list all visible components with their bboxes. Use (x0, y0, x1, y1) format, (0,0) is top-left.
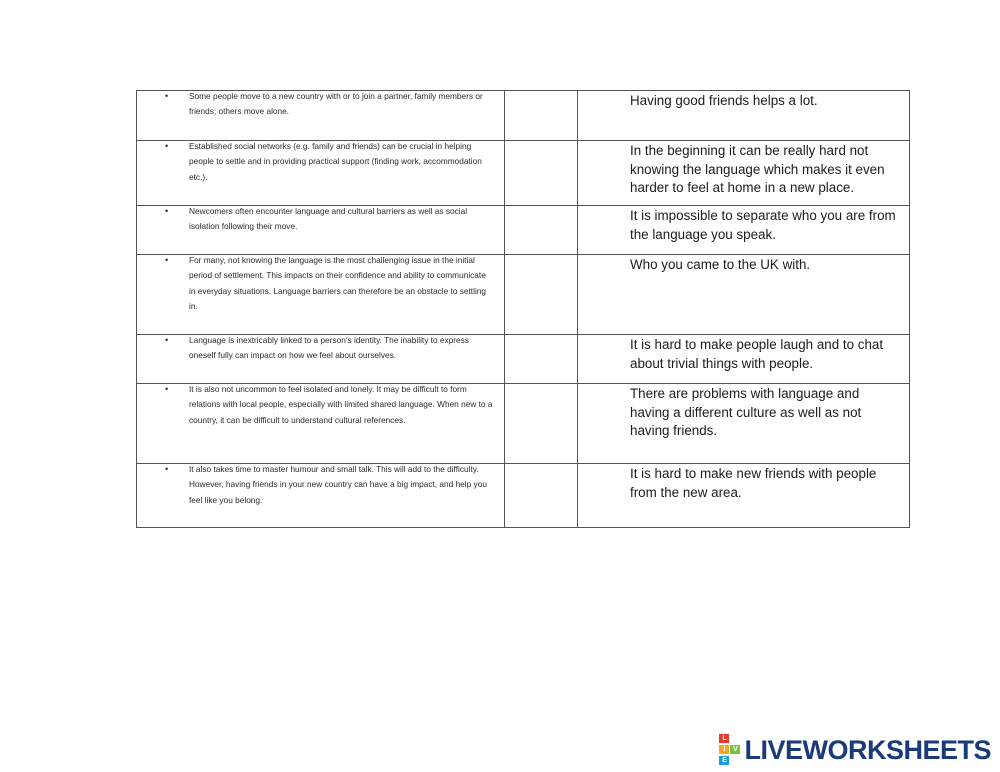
drop-zone[interactable] (505, 206, 578, 255)
statement-cell (137, 141, 505, 206)
statement-text: Newcomers often encounter language and cultural barriers as well as social isolation following their move. (189, 206, 468, 232)
answer-cell[interactable] (578, 255, 910, 335)
answer-text[interactable]: It is hard to make people laugh and to chat about trivial things with people. (630, 337, 884, 371)
statement-text: It is also not uncommon to feel isolated and lonely. It may be difficult to form relations with local people, especially with limited shared language. When new to a country, it can be difficult to understand cultural references. (189, 384, 493, 425)
logo-block: I (719, 745, 729, 754)
logo-block: E (719, 756, 729, 765)
logo-block: V (730, 745, 740, 754)
table-row (137, 464, 910, 528)
drop-zone[interactable] (505, 141, 578, 206)
answer-cell[interactable] (578, 335, 910, 384)
table-row (137, 206, 910, 255)
drop-zone[interactable] (505, 384, 578, 464)
answer-text[interactable]: There are problems with language and having a different culture as well as not having friends. (630, 386, 862, 439)
statement-text: It also takes time to master humour and small talk. This will add to the difficulty. However, having friends in your new country can have a big impact, and help you feel like you belong. (189, 464, 487, 505)
answer-cell[interactable] (578, 384, 910, 464)
bullet-icon: • (165, 384, 169, 394)
answer-text[interactable]: It is hard to make new friends with people from the new area. (630, 466, 877, 500)
table-row (137, 335, 910, 384)
drop-zone[interactable] (505, 255, 578, 335)
answer-cell[interactable] (578, 206, 910, 255)
answer-text[interactable]: It is impossible to separate who you are from the language you speak. (630, 208, 896, 242)
bullet-icon: • (165, 206, 169, 216)
statement-cell (137, 255, 505, 335)
logo-wordmark: LIVEWORKSHEETS (744, 734, 991, 765)
drop-zone[interactable] (505, 91, 578, 141)
answer-cell[interactable] (578, 464, 910, 528)
liveworksheets-logo (719, 735, 991, 765)
table-row (137, 91, 910, 141)
bullet-icon: • (165, 335, 169, 345)
statement-cell (137, 206, 505, 255)
table-row (137, 255, 910, 335)
statement-cell (137, 335, 505, 384)
logo-block: L (719, 734, 729, 743)
statement-text: Language is inextricably linked to a person’s identity. The inability to express oneself fully can impact on how we feel about ourselves. (189, 335, 469, 361)
answer-cell[interactable] (578, 91, 910, 141)
statement-text: Established social networks (e.g. family and friends) can be crucial in helping people to settle and in providing practical support (finding work, accommodation etc.). (189, 141, 482, 182)
answer-text[interactable]: Having good friends helps a lot. (630, 93, 818, 108)
drop-zone[interactable] (505, 335, 578, 384)
matching-table (136, 90, 910, 528)
statement-cell (137, 91, 505, 141)
statement-cell (137, 384, 505, 464)
bullet-icon: • (165, 141, 169, 151)
answer-text[interactable]: In the beginning it can be really hard not knowing the language which makes it even harder to feel at home in a new place. (630, 143, 885, 196)
bullet-icon: • (165, 255, 169, 265)
answer-cell[interactable] (578, 141, 910, 206)
answer-text[interactable]: Who you came to the UK with. (630, 257, 811, 272)
table-row (137, 141, 910, 206)
logo-blocks-icon (719, 734, 740, 766)
bullet-icon: • (165, 91, 169, 101)
statement-text: For many, not knowing the language is the most challenging issue in the initial period of settlement. This impacts on their confidence and ability to communicate in everyday situations. Language barriers can therefore be an obstacle to settling in. (189, 255, 487, 311)
drop-zone[interactable] (505, 464, 578, 528)
bullet-icon: • (165, 464, 169, 474)
table-row (137, 384, 910, 464)
statement-cell (137, 464, 505, 528)
statement-text: Some people move to a new country with or to join a partner, family members or friends; others move alone. (189, 91, 483, 117)
